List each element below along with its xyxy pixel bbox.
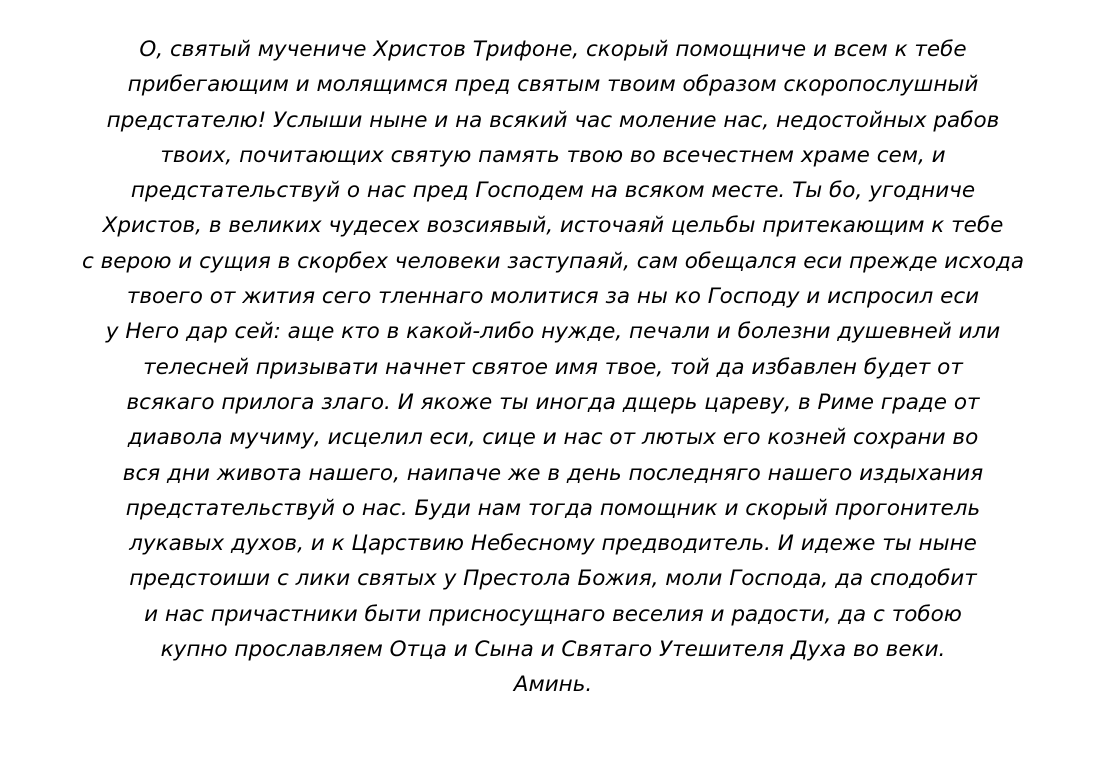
- prayer-line-18: купно прославляем Отца и Сына и Святаго Утешителя Духа во веки.: [160, 637, 946, 663]
- prayer-line-16: предстоиши с лики святых у Престола Божия, моли Господа, да сподобит: [129, 566, 977, 592]
- prayer-line-2: прибегающим и молящимся пред святым твоим образом скоропослушный: [127, 72, 979, 98]
- prayer-line-14: предстательствуй о нас. Буди нам тогда помощник и скорый прогонитель: [125, 495, 981, 521]
- prayer-line-10: телесней призывати начнет святое имя твое, той да избавлен будет от: [143, 354, 963, 380]
- prayer-line-7: с верою и сущия в скорбех человеки заступаяй, сам обещался еси прежде исхода: [81, 248, 1025, 274]
- prayer-line-1: О, святый мучениче Христов Трифоне, скорый помощниче и всем к тебе: [139, 37, 967, 62]
- prayer-line-13: вся дни живота нашего, наипаче же в день последняго нашего издыхания: [122, 460, 984, 486]
- prayer-line-5: предстательствуй о нас пред Господем на всяком месте. Ты бо, угодниче: [130, 178, 976, 204]
- prayer-text: [0, 32, 1106, 703]
- prayer-line-12: диавола мучиму, исцелил еси, сице и нас от лютых его козней сохрани во: [127, 425, 979, 451]
- prayer-line-4: твоих, почитающих святую память твою во всечестнем храме сем, и: [160, 142, 946, 168]
- prayer-line-3: предстателю! Услыши ныне и на всякий час моление нас, недостойных рабов: [106, 107, 1000, 133]
- prayer-line-8: твоего от жития сего тленнаго молитися за ны ко Господу и испросил еси: [126, 284, 980, 310]
- prayer-line-6: Христов, в великих чудесех возсиявый, источаяй цельбы притекающим к тебе: [102, 213, 1004, 239]
- prayer-line-17: и нас причастники быти присносущнаго веселия и радости, да с тобою: [144, 601, 962, 627]
- prayer-line-9: у Него дар сей: аще кто в какой-либо нужде, печали и болезни душевней или: [105, 319, 1001, 345]
- prayer-line-11: всякаго прилога злаго. И якоже ты иногда дщерь цареву, в Риме граде от: [126, 389, 980, 415]
- prayer-line-15: лукавых духов, и к Царствию Небесному предводитель. И идеже ты ныне: [129, 531, 977, 557]
- prayer-amen: Аминь.: [513, 672, 593, 698]
